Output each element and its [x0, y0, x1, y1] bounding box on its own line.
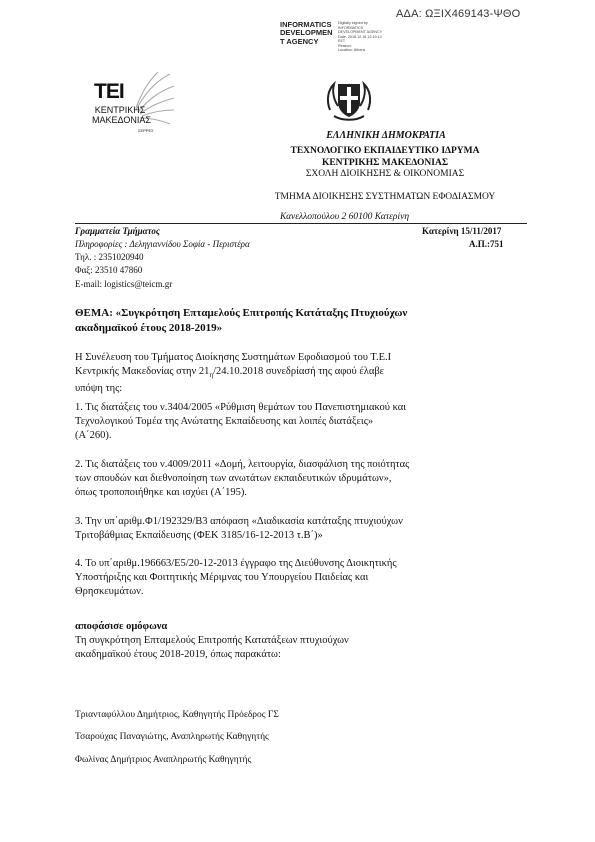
member-item: Φωλίνας Δημήτριος Αναπληρωτής Καθηγητής: [75, 755, 252, 765]
signature-detail-line: INFORMATICS: [338, 25, 364, 30]
telephone: Τηλ. : 2351020940: [75, 252, 144, 262]
list-item-line: Υποστήριξης και Φοιτητικής Μέριμνας του Υπουργείου Παιδείας και: [75, 572, 369, 583]
signature-detail-line: Reason:: [338, 43, 352, 48]
signature-detail-line: Digitally signed by: [338, 21, 368, 25]
institution-name: [260, 145, 510, 169]
list-item-line: Θρησκευμάτων.: [75, 586, 144, 597]
institution-line-1: ΤΕΧΝΟΛΟΓΙΚΟ ΕΚΠΑΙΔΕΥΤΙΚΟ ΙΔΡΥΜΑ: [290, 146, 480, 156]
list-item: [75, 458, 409, 500]
document-date: Κατερίνη 15/11/2017: [422, 226, 502, 236]
signature-agency-line: T AGENCY: [280, 36, 319, 46]
list-item-line: όπως τροποποιήθηκε και ισχύει (Α΄195).: [75, 487, 248, 498]
institution-line-2: ΚΕΝΤΡΙΚΗΣ ΜΑΚΕΔΟΝΙΑΣ: [321, 158, 449, 168]
signature-detail-line: Location: Athens: [338, 48, 366, 52]
list-item-line: 1. Τις διατάξεις του ν.3404/2005 «Ρύθμιση θεμάτων του Πανεπιστημιακού και: [75, 402, 407, 413]
secretariat-label: Γραμματεία Τμήματος: [75, 226, 160, 236]
decision-line-1: Τη συγκρότηση Επταμελούς Επιτροπής Κατατάξεων πτυχιούχων: [75, 635, 349, 646]
list-item: [75, 557, 397, 599]
member-item: Τσαρούχας Παναγιώτης, Αναπληρωτής Καθηγητής: [75, 732, 269, 742]
intro-line-2-start: Κεντρικής Μακεδονίας στην 21: [75, 366, 210, 377]
list-item-line: 3. Την υπ΄αριθμ.Φ1/192329/Β3 απόφαση «Διαδικασία κατάταξης πτυχιούχων: [75, 516, 403, 527]
list-item-line: 2. Τις διατάξεις του ν.4009/2011 «Δομή, λειτουργία, διασφάλιση της ποιότητας: [75, 459, 410, 470]
decision-title: αποφάσισε ομόφωνα: [75, 621, 168, 632]
republic-title: [296, 125, 476, 143]
signature-details: [338, 21, 382, 53]
signature-detail-line: EET: [338, 39, 346, 43]
protocol-number: Α.Π.:751: [469, 239, 504, 249]
subject-line-1: ΘΕΜΑ: «Συγκρότηση Επταμελούς Επιτροπής Κατάταξης Πτυχιούχων: [75, 307, 408, 319]
intro-line-2: [75, 365, 391, 382]
signature-agency-line: DEVELOPMEN: [280, 28, 333, 38]
logo-tiny-text: ΣΕΡΡΕΣ: [138, 128, 154, 133]
logo-subtitle: [92, 105, 151, 125]
signature-agency-line: INFORMATICS: [280, 20, 332, 29]
list-item-line: Τριτοβάθμιας Εκπαίδευσης (ΦΕΚ 3185/16-12-2013 τ.Β΄)»: [75, 530, 323, 541]
list-item-line: 4. Το υπ΄αριθμ.196663/Ε5/20-12-2013 έγγραφο της Διεύθυνσης Διοικητικής: [75, 558, 397, 569]
signature-agency-label: [280, 21, 333, 46]
department-name: ΤΜΗΜΑ ΔΙΟΙΚΗΣΗΣ ΣΥΣΤΗΜΑΤΩΝ ΕΦΟΔΙΑΣΜΟΥ: [274, 192, 496, 202]
signature-detail-line: DEVELOPMENT AGENCY: [338, 30, 383, 34]
intro-line-2-end: /24.10.2018 συνεδρίασή της αφού έλαβε: [213, 366, 385, 377]
member-item: Τριανταφύλλου Δημήτριος, Καθηγητής Πρόεδρος ΓΣ: [75, 710, 279, 720]
subject-line-2: ακαδημαϊκού έτους 2018-2019»: [75, 322, 223, 334]
decision-line-2: ακαδημαϊκού έτους 2018-2019, όπως παρακάτω:: [75, 649, 281, 660]
decision-text: [75, 634, 349, 662]
list-item: [75, 515, 403, 543]
fax: Φαξ: 23510 47860: [75, 265, 143, 275]
header-divider: [75, 223, 527, 224]
subject: [75, 306, 407, 336]
list-item-line: (Α΄260).: [75, 430, 112, 441]
address: Κανελλοπούλου 2 60100 Κατερίνη: [280, 212, 410, 222]
intro-line-3: υπόψη της:: [75, 383, 123, 395]
list-item: [75, 401, 406, 443]
logo-line-1: ΚΕΝΤΡΙΚΗΣ: [94, 105, 146, 115]
email: E-mail: logistics@teicm.gr: [75, 279, 173, 289]
signature-detail-line: Date: 2018.12.18 12:19:14: [338, 34, 382, 39]
list-item-line: των σπουδών και διεθνοποίηση των ανωτάτων εκπαιδευτικών ιδρυμάτων»,: [75, 473, 392, 484]
school-name: ΣΧΟΛΗ ΔΙΟΙΚΗΣΗΣ & ΟΙΚΟΝΟΜΙΑΣ: [305, 169, 465, 179]
ada-code: ΑΔΑ: ΩΞΙΧ469143-ΨΘΟ: [396, 8, 521, 20]
intro-line-1: Η Συνέλευση του Τμήματος Διοίκησης Συστημάτων Εφοδιασμού του Τ.Ε.Ι: [75, 352, 392, 363]
republic-text: ΕΛΛΗΝΙΚΗ ΔΗΜΟΚΡΑΤΙΑ: [326, 130, 446, 141]
intro-paragraph: [75, 351, 391, 396]
list-item-line: Τεχνολογικού Τομέα της Ανώτατης Εκπαίδευσης και λοιπές διατάξεις»: [75, 416, 374, 427]
contact-person: Πληροφορίες : Δεληγιαννίδου Σοφία - Περιστέρα: [75, 239, 250, 249]
greek-emblem-icon: [324, 80, 374, 122]
session-superscript: η: [209, 371, 214, 380]
logo-line-2: ΜΑΚΕΔΟΝΙΑΣ: [92, 115, 151, 125]
logo-tei-text: ΤΕΙ: [94, 80, 124, 103]
